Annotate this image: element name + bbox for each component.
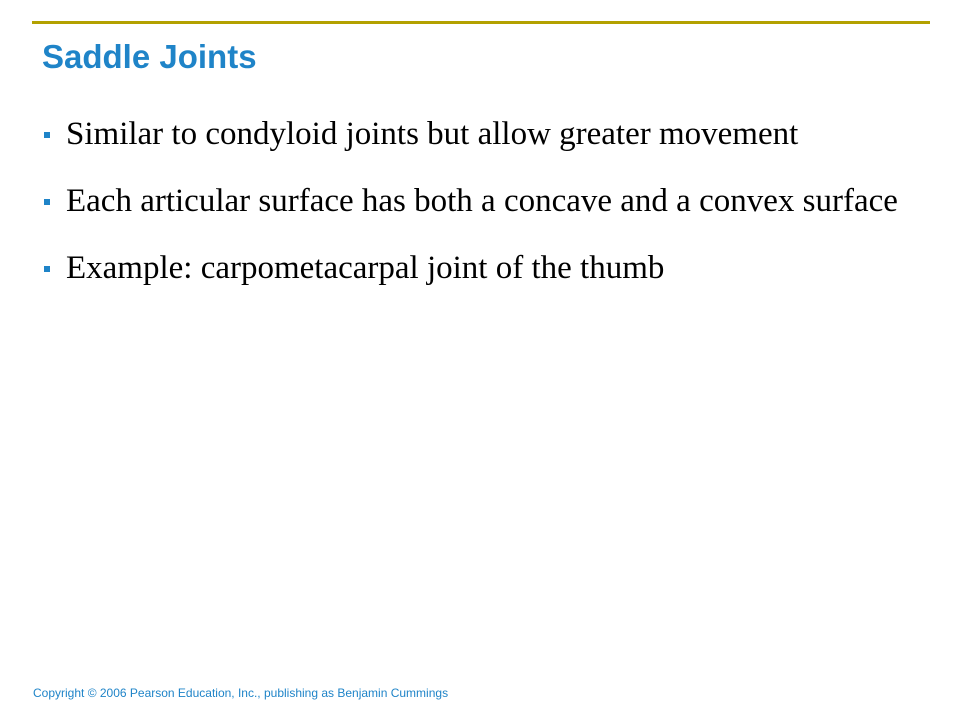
top-rule-divider <box>32 21 930 24</box>
copyright-footer: Copyright © 2006 Pearson Education, Inc., publishing as Benjamin Cummings <box>33 686 449 700</box>
bullet-text: Each articular surface has both a concave and a convex surface <box>66 183 898 219</box>
bullet-text: Similar to condyloid joints but allow greater movement <box>66 116 799 152</box>
bullet-list <box>38 114 898 315</box>
bullet-item <box>38 248 898 289</box>
bullet-item <box>38 181 898 222</box>
slide-title: Saddle Joints <box>42 38 257 75</box>
bullet-text: Example: carpometacarpal joint of the thumb <box>66 250 665 286</box>
square-bullet-icon <box>44 132 50 138</box>
bullet-item <box>38 114 898 155</box>
square-bullet-icon <box>44 266 50 272</box>
square-bullet-icon <box>44 199 50 205</box>
